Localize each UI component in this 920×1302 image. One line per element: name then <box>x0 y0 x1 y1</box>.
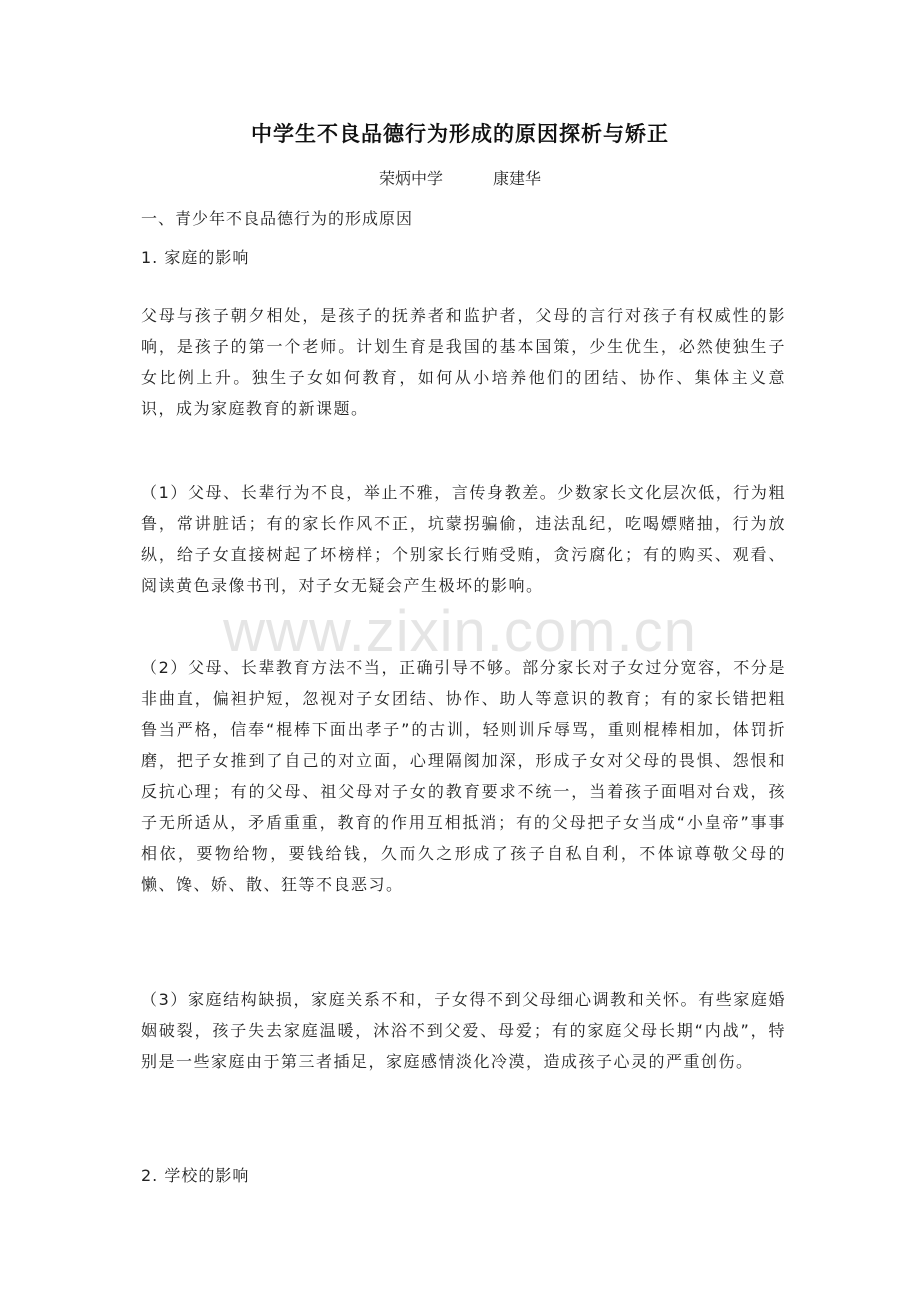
watermark: www.zixin.com.cn <box>223 599 697 664</box>
author-line <box>0 166 920 189</box>
document-title: 中学生不良品德行为形成的原因探析与矫正 <box>251 122 669 146</box>
paragraph-point-2: （2）父母、长辈教育方法不当，正确引导不够。部分家长对子女过分宽容，不分是非曲直，偏袒护短，忽视对子女团结、协作、助人等意识的教育；有的家长错把粗鲁当严格，信奉“棍棒下面出孝子”的古训，轻则训斥辱骂，重则棍棒相加，体罚折磨，把子女推到了自己的对立面，心理隔阂加深，形成子女对父母的畏惧、怨恨和反抗心理；有的父母、祖父母对子女的教育要求不统一，当着孩子面唱对台戏，孩子无所适从，矛盾重重，教育的作用互相抵消；有的父母把子女当成“小皇帝”事事相依，要物给物，要钱给钱，久而久之形成了孩子自私自利，不体谅尊敬父母的懒、馋、娇、散、狂等不良恶习。 <box>141 658 786 894</box>
paragraph-intro: 父母与孩子朝夕相处，是孩子的抚养者和监护者，父母的言行对孩子有权威性的影响，是孩子的第一个老师。计划生育是我国的基本国策，少生优生，必然使独生子女比例上升。独生子女如何教育，如何从小培养他们的团结、协作、集体主义意识，成为家庭教育的新课题。 <box>141 306 786 418</box>
section-heading: 一、青少年不良品德行为的形成原因 <box>141 209 414 228</box>
subsection-heading-school: 2. 学校的影响 <box>141 1166 250 1185</box>
author-name: 康建华 <box>493 169 542 188</box>
school-name: 荣炳中学 <box>378 169 443 188</box>
subsection-heading-family: 1. 家庭的影响 <box>141 248 250 267</box>
paragraph-point-1: （1）父母、长辈行为不良，举止不雅，言传身教差。少数家长文化层次低，行为粗鲁，常讲脏话；有的家长作风不正，坑蒙拐骗偷，违法乱纪，吃喝嫖赌抽，行为放纵，给子女直接树起了坏榜样；个别家长行贿受贿，贪污腐化；有的购买、观看、阅读黄色录像书刊，对子女无疑会产生极坏的影响。 <box>141 483 786 595</box>
paragraph-point-3: （3）家庭结构缺损，家庭关系不和，子女得不到父母细心调教和关怀。有些家庭婚姻破裂，孩子失去家庭温暖，沐浴不到父爱、母爱；有的家庭父母长期“内战”，特别是一些家庭由于第三者插足，家庭感情淡化冷漠，造成孩子心灵的严重创伤。 <box>141 990 786 1071</box>
